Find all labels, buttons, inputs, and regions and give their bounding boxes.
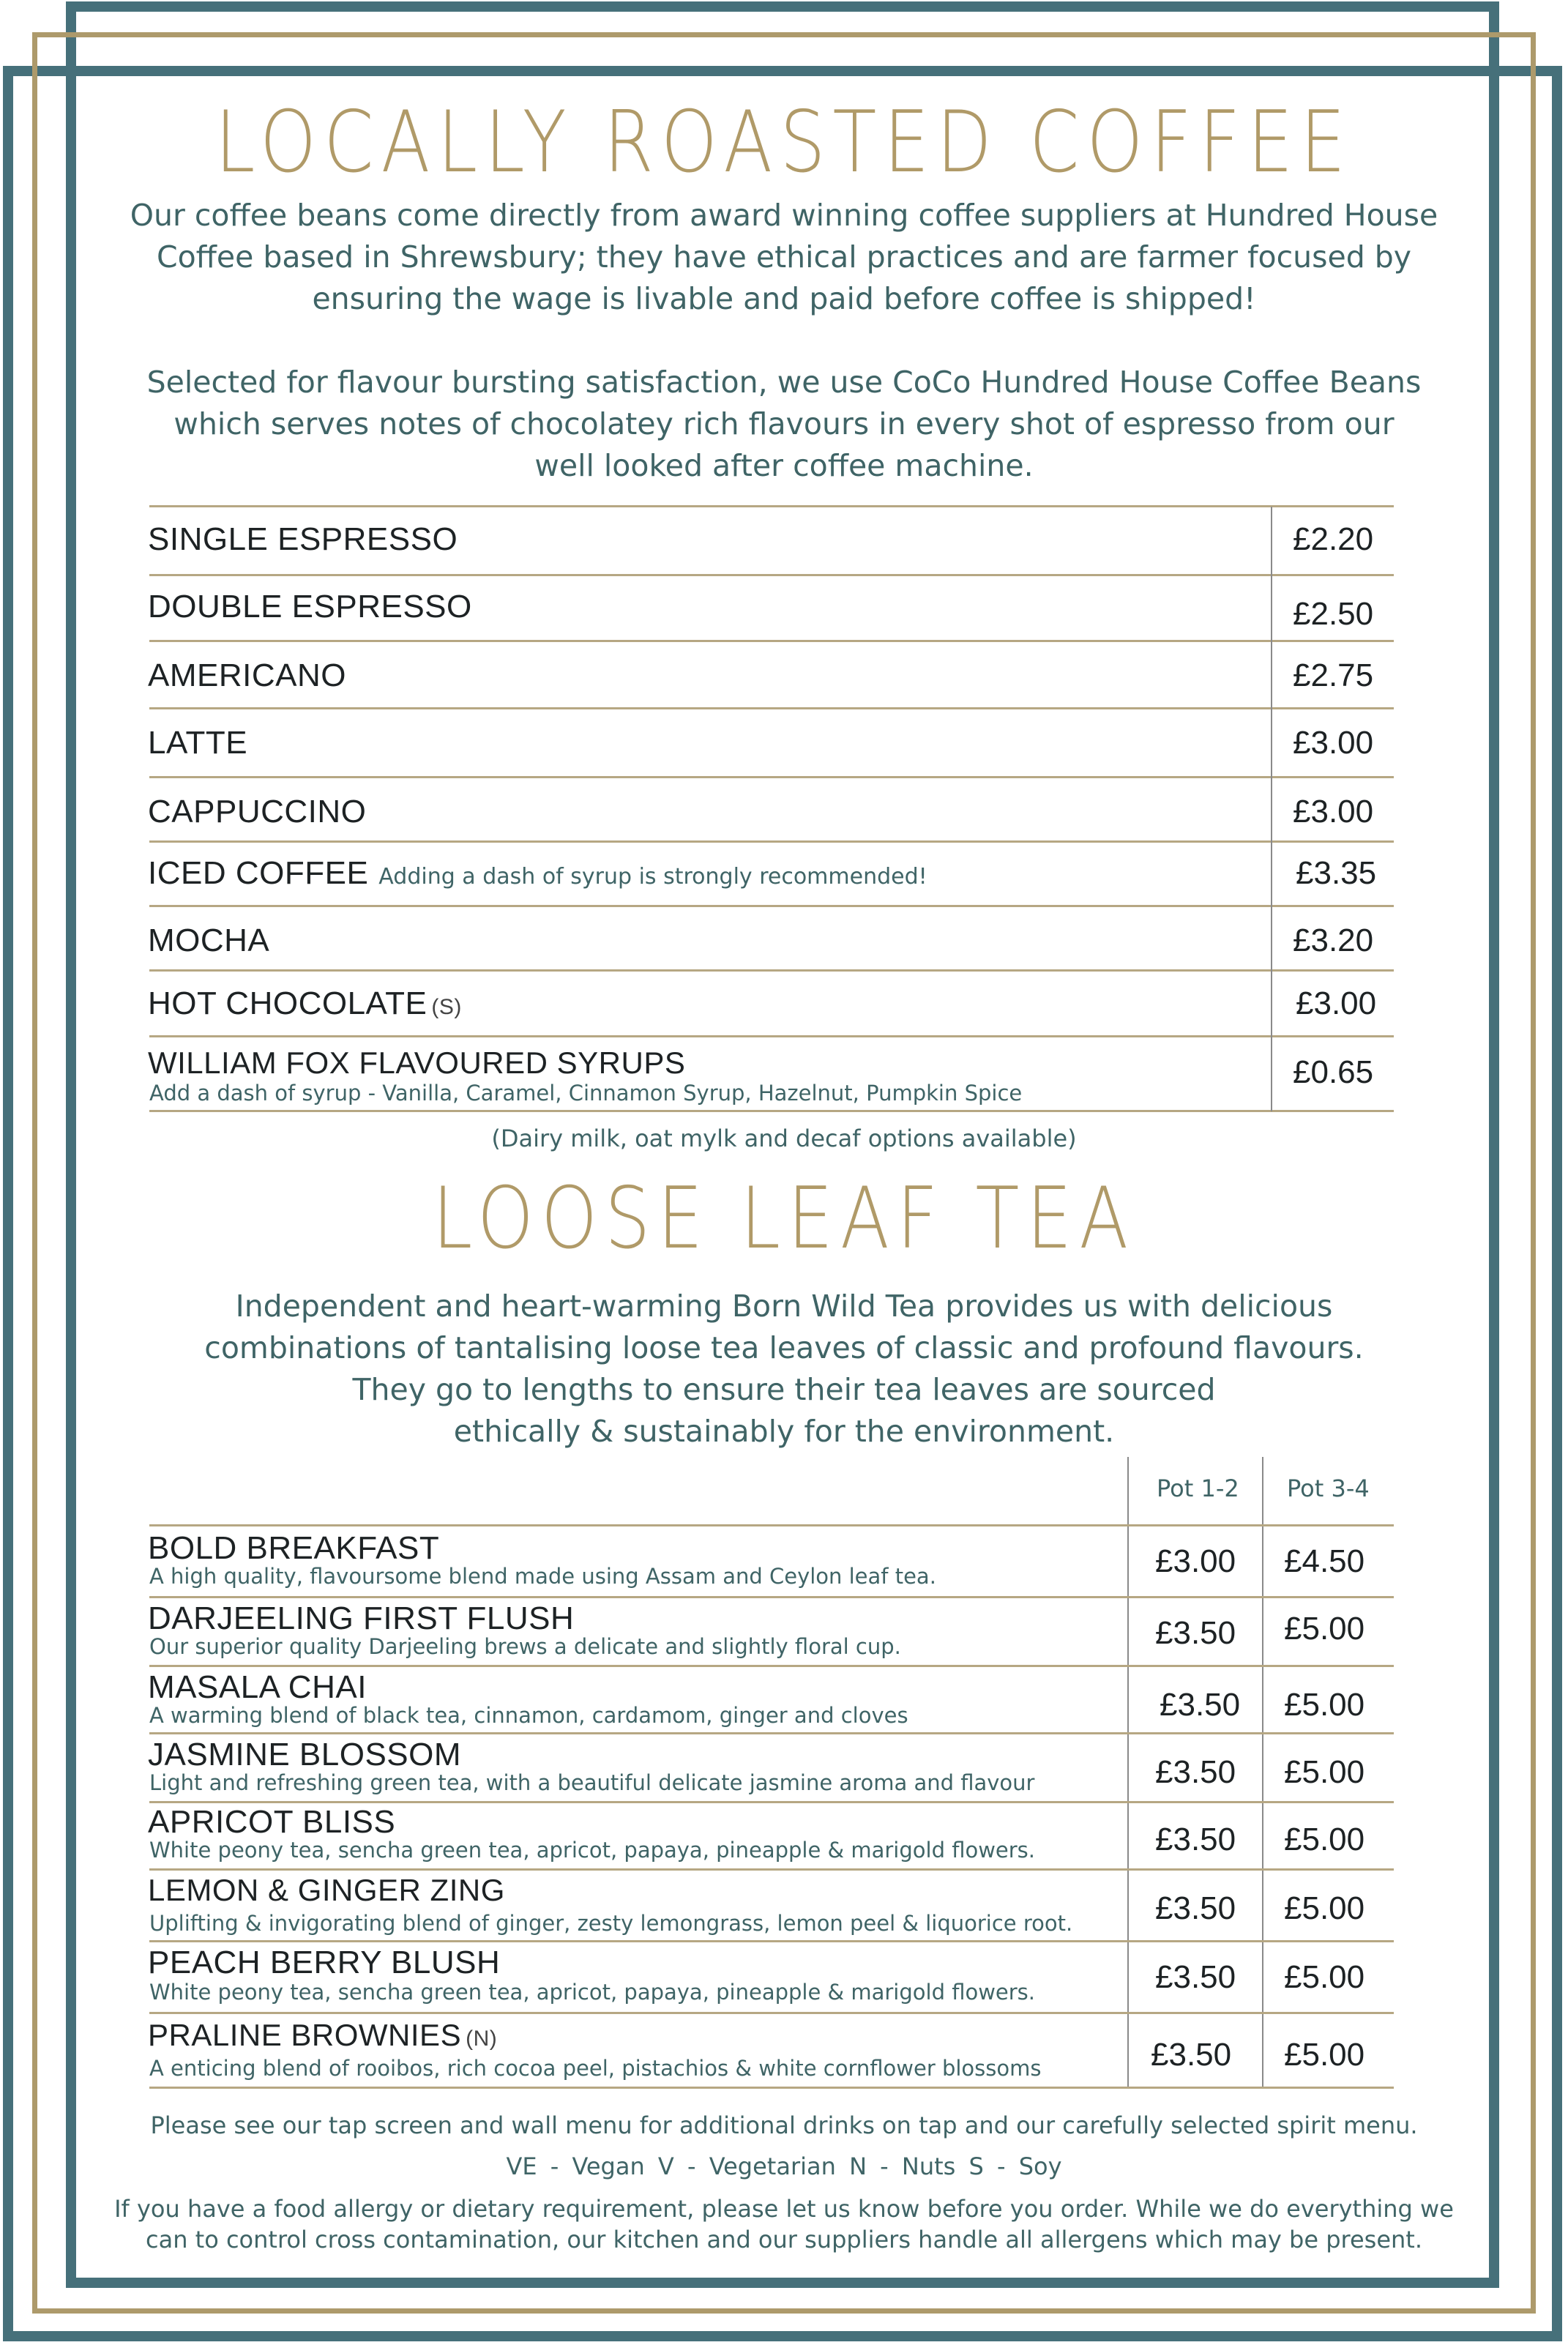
tap-menu-note: Please see our tap screen and wall menu for additional drinks on tap and our carefully selected spirit menu. (150, 2111, 1418, 2139)
item-name: MOCHA (148, 922, 270, 958)
table-divider (149, 1940, 1394, 1942)
item-name: JASMINE BLOSSOM (148, 1737, 462, 1772)
pot-column-divider (1262, 1457, 1263, 2088)
tea-intro-line: They go to lengths to ensure their tea leaves are sourced (352, 1372, 1216, 1407)
table-divider (149, 1035, 1394, 1037)
coffee-intro-line: well looked after coffee machine. (534, 448, 1034, 483)
price-pot-1-2: £3.50 (1155, 1890, 1236, 1926)
item-description: White peony tea, sencha green tea, apricot, papaya, pineapple & marigold flowers. (149, 1838, 1036, 1863)
column-header-pot-3-4: Pot 3-4 (1287, 1475, 1370, 1502)
dietary-legend: VE - Vegan V - Vegetarian N - Nuts S - Soy (506, 2152, 1062, 2180)
tea-heading: LOOSE LEAF TEA (432, 1169, 1136, 1269)
coffee-intro-line: Selected for flavour bursting satisfaction, we use CoCo Hundred House Coffee Beans (146, 365, 1422, 400)
item-note: Adding a dash of syrup is strongly recommended! (378, 864, 927, 890)
item-description: Uplifting & invigorating blend of ginger, zesty lemongrass, lemon peel & liquorice root. (149, 1911, 1073, 1936)
price-pot-3-4: £5.00 (1284, 1611, 1365, 1647)
table-divider (149, 1596, 1394, 1598)
table-divider (149, 840, 1394, 843)
table-divider (149, 776, 1394, 778)
price-pot-3-4: £5.00 (1284, 2037, 1365, 2073)
price-pot-3-4: £5.00 (1284, 1754, 1365, 1790)
item-price: £3.00 (1296, 985, 1377, 1021)
price-pot-1-2: £3.50 (1155, 1615, 1236, 1651)
table-divider (149, 1524, 1394, 1526)
price-pot-1-2: £3.50 (1155, 1959, 1236, 1995)
table-divider (149, 1110, 1394, 1112)
tea-intro-line: ethically & sustainably for the environment. (453, 1414, 1115, 1449)
item-tag: (S) (431, 995, 462, 1019)
allergy-note-line: If you have a food allergy or dietary requirement, please let us know before you order. While we do everything we (114, 2195, 1454, 2223)
item-name: SINGLE ESPRESSO (148, 521, 458, 557)
item-description: A warming blend of black tea, cinnamon, cardamom, ginger and cloves (149, 1703, 908, 1728)
price-pot-3-4: £5.00 (1284, 1687, 1365, 1723)
item-name-text: ICED COFFEE (148, 855, 369, 891)
table-divider (149, 1801, 1394, 1803)
tea-intro-line: combinations of tantalising loose tea leaves of classic and profound flavours. (204, 1330, 1364, 1365)
price-pot-3-4: £5.00 (1284, 1959, 1365, 1995)
item-name: DARJEELING FIRST FLUSH (148, 1600, 575, 1636)
item-name (148, 855, 927, 892)
item-name: BOLD BREAKFAST (148, 1530, 440, 1566)
item-price: £3.35 (1296, 855, 1377, 891)
column-header-pot-1-2: Pot 1-2 (1157, 1475, 1239, 1502)
price-pot-1-2: £3.50 (1151, 2037, 1232, 2073)
item-name: WILLIAM FOX FLAVOURED SYRUPS (148, 1045, 686, 1080)
table-divider (149, 1732, 1394, 1734)
table-divider (149, 707, 1394, 709)
coffee-intro-line: ensuring the wage is livable and paid before coffee is shipped! (312, 281, 1256, 316)
item-description: A enticing blend of rooibos, rich cocoa peel, pistachios & white cornflower blossoms (149, 2056, 1042, 2081)
price-pot-1-2: £3.50 (1155, 1754, 1236, 1790)
table-divider (149, 505, 1394, 507)
price-pot-1-2: £3.50 (1160, 1687, 1241, 1723)
price-pot-3-4: £5.00 (1284, 1890, 1365, 1926)
coffee-intro-spacer (124, 320, 1444, 362)
coffee-intro-line: Coffee based in Shrewsbury; they have ethical practices and are farmer focused by (156, 239, 1412, 275)
item-description: Light and refreshing green tea, with a beautiful delicate jasmine aroma and flavour (149, 1770, 1035, 1795)
coffee-intro (124, 195, 1444, 487)
item-name: CAPPUCCINO (148, 794, 367, 829)
item-price: £0.65 (1293, 1054, 1374, 1090)
item-description: A high quality, flavoursome blend made using Assam and Ceylon leaf tea. (149, 1564, 936, 1589)
allergy-note-line: can to control cross contamination, our kitchen and our suppliers handle all allergens which may be present. (145, 2226, 1423, 2253)
item-name: AMERICANO (148, 657, 346, 693)
item-price: £2.20 (1293, 521, 1374, 557)
table-divider (149, 2012, 1394, 2014)
item-name: DOUBLE ESPRESSO (148, 589, 472, 625)
price-pot-1-2: £3.00 (1155, 1543, 1236, 1579)
table-divider (149, 905, 1394, 907)
price-column-divider (1271, 507, 1272, 1111)
item-price: £2.75 (1293, 657, 1374, 693)
pot-column-divider (1127, 1457, 1129, 2088)
price-pot-3-4: £4.50 (1284, 1543, 1365, 1579)
item-description: White peony tea, sencha green tea, apricot, papaya, pineapple & marigold flowers. (149, 1980, 1036, 2005)
item-price: £3.00 (1293, 794, 1374, 829)
item-price: £3.20 (1293, 922, 1374, 958)
table-divider (149, 2087, 1394, 2089)
item-name-text: HOT CHOCOLATE (148, 985, 428, 1021)
table-divider (149, 969, 1394, 972)
item-tag: (N) (466, 2027, 498, 2051)
tea-intro (124, 1286, 1444, 1453)
item-description: Our superior quality Darjeeling brews a delicate and slightly floral cup. (149, 1634, 901, 1659)
item-name: PEACH BERRY BLUSH (148, 1945, 501, 1980)
item-price: £3.00 (1293, 725, 1374, 761)
coffee-intro-line: which serves notes of chocolatey rich flavours in every shot of espresso from our (173, 406, 1395, 441)
item-name: MASALA CHAI (148, 1669, 367, 1705)
item-name: LEMON & GINGER ZING (148, 1873, 505, 1907)
coffee-heading: LOCALLY ROASTED COFFEE (214, 93, 1354, 193)
price-pot-3-4: £5.00 (1284, 1822, 1365, 1857)
tea-intro-line: Independent and heart-warming Born Wild Tea provides us with delicious (235, 1289, 1333, 1324)
item-name (148, 2018, 497, 2053)
item-price: £2.50 (1293, 596, 1374, 632)
coffee-intro-line: Our coffee beans come directly from award winning coffee suppliers at Hundred House (130, 198, 1438, 233)
price-pot-1-2: £3.50 (1155, 1822, 1236, 1857)
item-name: LATTE (148, 725, 248, 761)
milk-options-note: (Dairy milk, oat mylk and decaf options available) (491, 1125, 1077, 1152)
item-name (148, 985, 462, 1022)
table-divider (149, 1868, 1394, 1871)
table-divider (149, 574, 1394, 576)
table-divider (149, 1665, 1394, 1667)
item-description: Add a dash of syrup - Vanilla, Caramel, Cinnamon Syrup, Hazelnut, Pumpkin Spice (149, 1081, 1023, 1106)
item-name-text: PRALINE BROWNIES (148, 2018, 462, 2052)
table-divider (149, 640, 1394, 642)
item-name: APRICOT BLISS (148, 1804, 396, 1840)
